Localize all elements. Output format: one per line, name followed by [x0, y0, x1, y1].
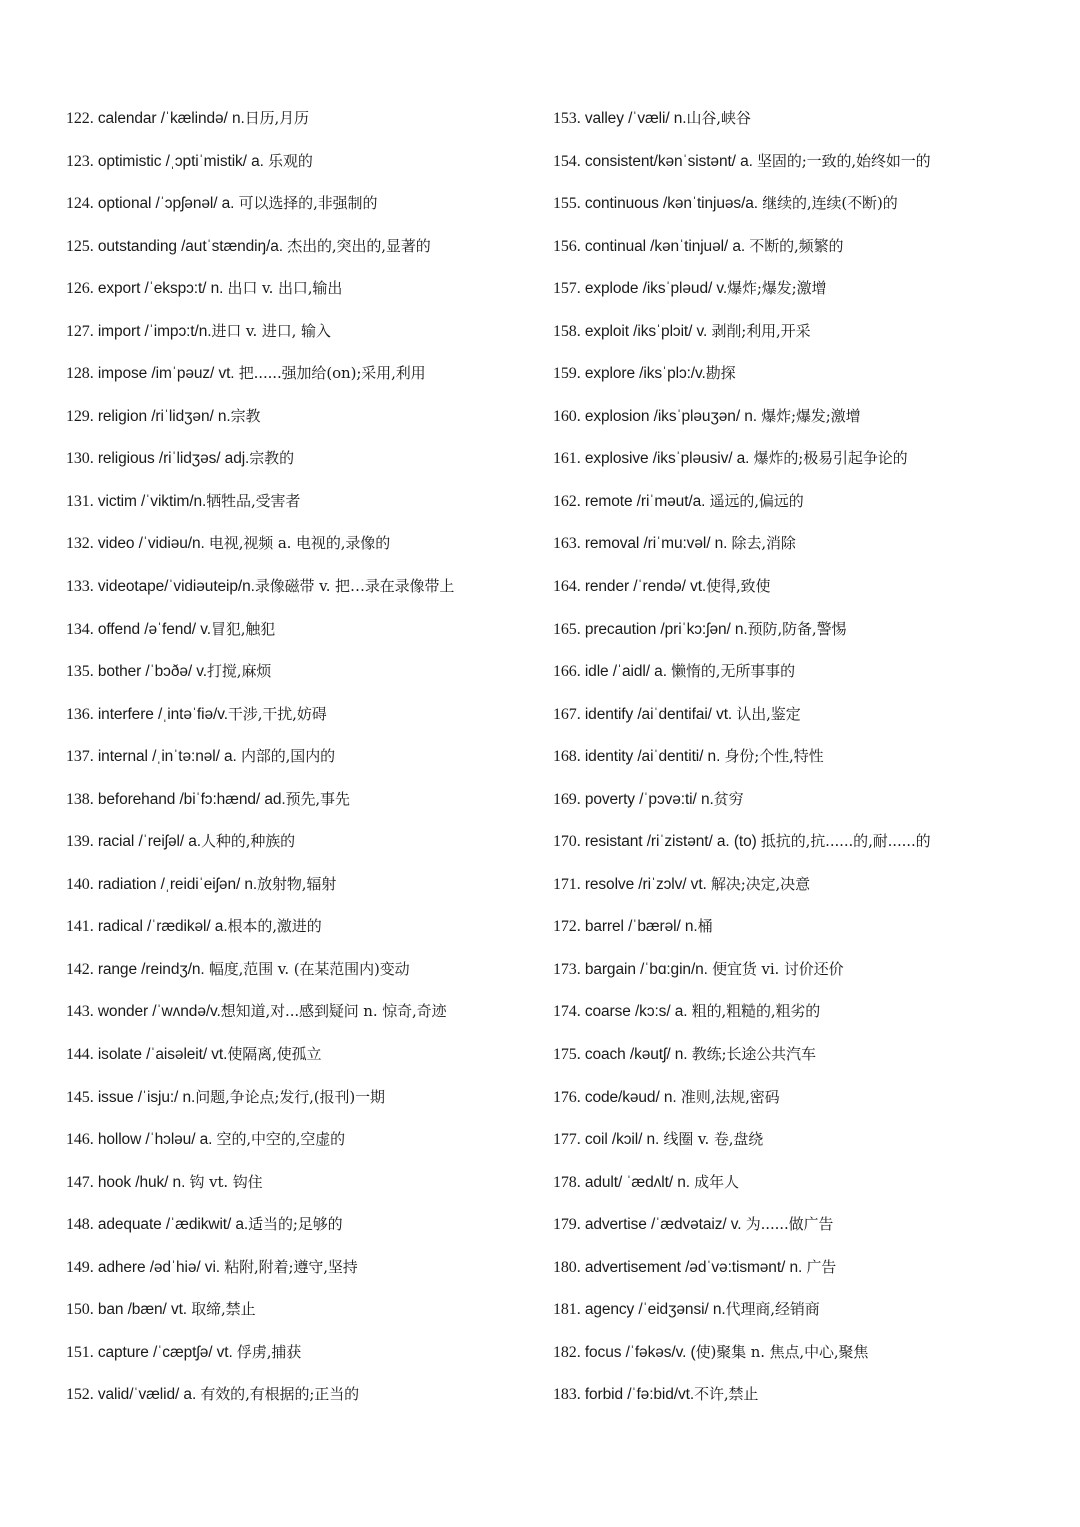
entry-definition: 空的,中空的,空虚的	[216, 1130, 346, 1149]
entry-word: valid/ˈvælid/ a.	[97, 1386, 201, 1404]
entry-number: 164.	[553, 578, 581, 596]
entry-number: 142.	[66, 960, 94, 978]
entry-word: hollow /ˈhɔləu/ a.	[97, 1131, 217, 1149]
vocab-entry	[66, 863, 566, 906]
vocab-entry	[66, 97, 566, 140]
entry-definition: 可以选择的,非强制的	[238, 194, 378, 213]
entry-word: focus /ˈfəkəs/v. (	[584, 1343, 696, 1361]
vocab-entry	[553, 650, 1053, 693]
entry-number: 163.	[553, 535, 581, 553]
entry-definition: 遥远的,偏远的	[709, 491, 804, 510]
entry-number: 134.	[66, 620, 94, 638]
vocab-entry	[553, 948, 1053, 991]
entry-definition: 粗的,粗糙的,粗劣的	[691, 1002, 821, 1021]
vocab-entry	[66, 1076, 566, 1119]
entry-definition: 贫穷	[713, 789, 744, 808]
entry-number: 141.	[66, 918, 94, 936]
entry-number: 145.	[66, 1088, 94, 1106]
entry-word: issue /ˈisju:/ n.	[97, 1088, 196, 1106]
vocab-entry	[66, 778, 566, 821]
entry-number: 136.	[66, 705, 94, 723]
entry-word: barrel /ˈbærəl/ n.	[584, 918, 698, 936]
entry-definition: 宗教的	[249, 449, 294, 468]
entry-number: 169.	[553, 790, 581, 808]
entry-definition: 问题,争论点;发行,(报刊)一期	[195, 1087, 385, 1106]
vocab-entry	[66, 267, 566, 310]
entry-definition: 杰出的,突出的,显著的	[287, 236, 431, 255]
entry-number: 162.	[553, 492, 581, 510]
entry-definition: 教练;长途公共汽车	[691, 1045, 816, 1064]
entry-word: religious /riˈlidʒəs/ adj.	[97, 450, 250, 468]
entry-word: agency /ˈeidʒənsi/ n.	[584, 1301, 726, 1319]
entry-definition: 冒犯,触犯	[210, 619, 276, 638]
entry-number: 181.	[553, 1301, 581, 1319]
entry-number: 124.	[66, 195, 94, 213]
entry-number: 143.	[66, 1003, 94, 1021]
vocab-entry	[553, 1161, 1053, 1204]
entry-number: 139.	[66, 833, 94, 851]
entry-number: 154.	[553, 152, 581, 170]
entry-definition: 预先,事先	[285, 789, 350, 808]
entry-word: capture /ˈcæptʃə/ vt.	[97, 1343, 237, 1361]
vocab-entry	[553, 1203, 1053, 1246]
entry-word: explore /iksˈplɔ:/v.	[584, 365, 706, 383]
vocab-entry	[553, 480, 1053, 523]
entry-definition: 幅度,范围 v. (在某范围内)变动	[208, 959, 410, 978]
entry-definition: 线圈 v. 卷,盘绕	[663, 1130, 764, 1149]
entry-definition: 便宜货 vi. 讨价还价	[712, 959, 844, 978]
entry-definition: 进口 v. 进口, 输入	[211, 321, 331, 340]
vocab-entry	[553, 225, 1053, 268]
entry-number: 132.	[66, 535, 94, 553]
entry-word: outstanding /autˈstændiŋ/a.	[97, 237, 288, 255]
entry-number: 138.	[66, 790, 94, 808]
entry-definition: 牺牲品,受害者	[206, 491, 301, 510]
entry-number: 161.	[553, 450, 581, 468]
entry-number: 122.	[66, 110, 94, 127]
vocab-entry	[553, 140, 1053, 183]
entry-number: 176.	[553, 1088, 581, 1106]
vocab-entry	[66, 650, 566, 693]
entry-definition: 爆炸;爆发;激增	[761, 406, 861, 425]
entry-word: poverty /ˈpɔvə:ti/ n.	[584, 790, 714, 808]
entry-definition: 有效的,有根据的;正当的	[200, 1385, 359, 1404]
entry-number: 175.	[553, 1046, 581, 1064]
vocab-entry	[66, 1118, 566, 1161]
entry-number: 177.	[553, 1131, 581, 1149]
entry-number: 158.	[553, 322, 581, 340]
left-column	[66, 97, 566, 1416]
entry-number: 165.	[553, 620, 581, 638]
vocab-entry	[553, 905, 1053, 948]
entry-word: identify /aiˈdentifai/ vt.	[584, 705, 737, 723]
entry-word: victim /ˈviktim/n.	[97, 492, 207, 510]
entry-definition: 成年人	[694, 1172, 739, 1191]
entry-number: 144.	[66, 1046, 94, 1064]
vocab-entry	[66, 480, 566, 523]
vocab-entry	[66, 1331, 566, 1374]
right-column	[553, 97, 1053, 1416]
vocab-entry	[553, 608, 1053, 651]
entry-word: wonder /ˈwʌndə/v.	[97, 1003, 221, 1021]
entry-definition: 干涉,干扰,妨碍	[227, 704, 327, 723]
entry-word: isolate /ˈaisəleit/ vt.	[97, 1046, 228, 1064]
entry-number: 167.	[553, 705, 581, 723]
entry-number: 150.	[66, 1301, 94, 1319]
entry-word: impose /imˈpəuz/ vt.	[97, 365, 239, 383]
entry-word: internal /ˌinˈtə:nəl/ a.	[97, 748, 241, 766]
vocab-entry	[553, 310, 1053, 353]
entry-number: 155.	[553, 195, 581, 213]
vocab-entry	[66, 395, 566, 438]
vocab-entry	[553, 1373, 1053, 1416]
vocab-entry	[553, 778, 1053, 821]
entry-number: 128.	[66, 365, 94, 383]
entry-definition: 放射物,辐射	[257, 874, 337, 893]
vocab-entry	[66, 437, 566, 480]
entry-number: 173.	[553, 960, 581, 978]
entry-word: bother /ˈbɔðə/ v.	[97, 663, 207, 681]
entry-definition: 俘虏,捕获	[236, 1342, 302, 1361]
vocab-entry	[553, 990, 1053, 1033]
entry-number: 147.	[66, 1173, 94, 1191]
entry-word: adult/ ˈædʌlt/ n.	[584, 1173, 695, 1191]
entry-word: optimistic /ˌɔptiˈmistik/ a.	[97, 152, 269, 170]
entry-word: import /ˈimpɔ:t/n.	[97, 322, 212, 340]
entry-word: removal /riˈmu:vəl/ n.	[584, 535, 732, 553]
vocab-entry	[66, 608, 566, 651]
entry-word: video /ˈvidiəu/n.	[97, 535, 209, 553]
entry-number: 168.	[553, 748, 581, 766]
entry-number: 153.	[553, 110, 581, 127]
entry-definition: 准则,法规,密码	[680, 1087, 780, 1106]
entry-definition: 把......强加给(on);采用,利用	[238, 364, 426, 383]
entry-number: 180.	[553, 1258, 581, 1276]
entry-definition: 日历,月历	[244, 109, 309, 127]
vocab-entry	[66, 310, 566, 353]
vocab-entry	[553, 1288, 1053, 1331]
entry-definition: 爆炸;爆发;激增	[727, 279, 827, 298]
entry-number: 152.	[66, 1386, 94, 1404]
vocab-entry	[553, 1076, 1053, 1119]
entry-word: advertise /ˈædvətaiz/ v.	[584, 1216, 746, 1234]
entry-definition: 身份;个性,特性	[724, 747, 824, 766]
entry-number: 130.	[66, 450, 94, 468]
vocab-entry	[553, 182, 1053, 225]
entry-definition: 适当的;足够的	[248, 1215, 343, 1234]
entry-word: coach /kəutʃ/ n.	[584, 1046, 692, 1064]
entry-number: 179.	[553, 1216, 581, 1234]
vocab-entry	[553, 437, 1053, 480]
entry-definition: 除去,消除	[731, 534, 796, 553]
entry-word: valley /ˈvæli/ n.	[584, 110, 687, 127]
vocab-entry	[553, 1033, 1053, 1076]
entry-word: remote /riˈməut/a.	[584, 492, 710, 510]
entry-number: 172.	[553, 918, 581, 936]
vocab-entry	[66, 735, 566, 778]
entry-word: precaution /priˈkɔ:ʃən/ n.	[584, 620, 748, 638]
vocab-entry	[66, 225, 566, 268]
entry-definition: 取缔,禁止	[191, 1300, 256, 1319]
vocab-entry	[553, 1331, 1053, 1374]
vocab-entry	[66, 905, 566, 948]
entry-definition: 广告	[806, 1257, 837, 1276]
entry-number: 182.	[553, 1343, 581, 1361]
entry-number: 133.	[66, 578, 94, 596]
entry-word: bargain /ˈbɑ:gin/n.	[584, 960, 713, 978]
entry-number: 125.	[66, 237, 94, 255]
entry-word: radiation /ˌreidiˈeiʃən/ n.	[97, 875, 258, 893]
vocab-entry	[66, 1288, 566, 1331]
entry-definition: 不断的,频繁的	[749, 236, 844, 255]
entry-word: religion /riˈlidʒən/ n.	[97, 407, 231, 425]
entry-definition: 山谷,峡谷	[686, 109, 751, 127]
entry-word: hook /huk/ n.	[97, 1173, 190, 1191]
entry-word: render /ˈrendə/ vt.	[584, 578, 707, 596]
entry-definition: 认出,鉴定	[736, 704, 801, 723]
entry-word: identity /aiˈdentiti/ n.	[584, 748, 725, 766]
entry-number: 148.	[66, 1216, 94, 1234]
vocab-entry	[553, 267, 1053, 310]
entry-word: code/kəud/ n.	[584, 1088, 681, 1106]
entry-number: 131.	[66, 492, 94, 510]
entry-definition: 代理商,经销商	[725, 1300, 820, 1319]
entry-definition: 想知道,对...感到疑问 n. 惊奇,奇迹	[220, 1002, 447, 1021]
entry-word: export /ˈekspɔ:t/ n.	[97, 280, 228, 298]
entry-definition: 电视,视频 a. 电视的,录像的	[208, 534, 391, 553]
entry-word: calendar /ˈkælində/ n.	[97, 110, 245, 127]
entry-definition: 人种的,种族的	[201, 832, 296, 851]
vocab-entry	[66, 820, 566, 863]
entry-definition: 预防,防备,警惕	[747, 619, 847, 638]
entry-word: coil /kɔil/ n.	[584, 1131, 664, 1149]
entry-definition: 爆炸的;极易引起争论的	[753, 449, 908, 468]
vocab-entry	[66, 948, 566, 991]
entry-definition: 抵抗的,抗......的,耐......的	[760, 832, 931, 851]
entry-definition: 使隔离,使孤立	[227, 1045, 322, 1064]
entry-definition: 录像磁带 v. 把…录在录像带上	[254, 577, 455, 596]
vocab-entry	[66, 140, 566, 183]
entry-definition: 粘附,附着;遵守,坚持	[224, 1257, 358, 1276]
entry-definition: 宗教	[230, 406, 261, 425]
entry-definition: 坚固的;一致的,始终如一的	[757, 151, 931, 170]
vocab-entry	[66, 693, 566, 736]
vocab-entry	[66, 182, 566, 225]
entry-word: consistent/kənˈsistənt/ a.	[584, 152, 758, 170]
entry-number: 129.	[66, 407, 94, 425]
entry-number: 123.	[66, 152, 94, 170]
entry-word: range /reindʒ/n.	[97, 960, 209, 978]
vocab-entry	[66, 1203, 566, 1246]
entry-number: 157.	[553, 280, 581, 298]
entry-word: adhere /ədˈhiə/ vi.	[97, 1258, 225, 1276]
entry-number: 178.	[553, 1173, 581, 1191]
entry-number: 149.	[66, 1258, 94, 1276]
entry-definition: 使)聚集 n. 焦点,中心,聚焦	[695, 1342, 869, 1361]
entry-word: racial /ˈreiʃəl/ a.	[97, 833, 202, 851]
entry-number: 183.	[553, 1386, 581, 1404]
entry-word: continual /kənˈtinjuəl/ a.	[584, 237, 750, 255]
vocab-entry	[553, 97, 1053, 140]
vocab-entry	[553, 863, 1053, 906]
entry-definition: 剥削;利用,开采	[711, 321, 811, 340]
entry-number: 170.	[553, 833, 581, 851]
entry-number: 166.	[553, 663, 581, 681]
entry-definition: 使得,致使	[706, 577, 771, 596]
vocab-entry	[553, 693, 1053, 736]
entry-word: continuous /kənˈtinjuəs/a.	[584, 195, 763, 213]
entry-definition: 乐观的	[268, 151, 313, 170]
vocab-entry	[66, 352, 566, 395]
vocab-entry	[553, 395, 1053, 438]
entry-word: explode /iksˈpləud/ v.	[584, 280, 728, 298]
vocab-entry	[553, 352, 1053, 395]
entry-number: 159.	[553, 365, 581, 383]
entry-word: offend /əˈfend/ v.	[97, 620, 211, 638]
entry-definition: 不许,禁止	[694, 1385, 759, 1404]
entry-number: 127.	[66, 322, 94, 340]
entry-number: 160.	[553, 407, 581, 425]
entry-number: 146.	[66, 1131, 94, 1149]
entry-word: coarse /kɔ:s/ a.	[584, 1003, 692, 1021]
vocab-entry	[66, 990, 566, 1033]
entry-word: resolve /riˈzɔlv/ vt.	[584, 875, 711, 893]
vocab-entry	[66, 522, 566, 565]
entry-word: videotape/ˈvidiəuteip/n.	[97, 578, 255, 596]
entry-word: exploit /iksˈplɔit/ v.	[584, 322, 712, 340]
vocab-entry	[66, 1373, 566, 1416]
entry-definition: 勘探	[705, 364, 736, 383]
entry-definition: 根本的,激进的	[227, 917, 322, 936]
entry-word: optional /ˈɔpʃənəl/ a.	[97, 195, 239, 213]
entry-word: resistant /riˈzistənt/ a. (to)	[584, 833, 761, 851]
vocab-entry	[553, 522, 1053, 565]
entry-word: adequate /ˈædikwit/ a.	[97, 1216, 249, 1234]
entry-definition: 解决;决定,决意	[710, 874, 810, 893]
entry-definition: 钩 vt. 钩住	[189, 1172, 263, 1191]
entry-word: forbid /ˈfə:bid/vt.	[584, 1386, 695, 1404]
vocab-entry	[66, 1246, 566, 1289]
entry-number: 171.	[553, 875, 581, 893]
entry-number: 156.	[553, 237, 581, 255]
vocab-entry	[553, 820, 1053, 863]
entry-definition: 出口 v. 出口,输出	[227, 279, 343, 298]
vocab-entry	[553, 735, 1053, 778]
vocab-entry	[66, 565, 566, 608]
vocab-entry	[66, 1033, 566, 1076]
entry-number: 137.	[66, 748, 94, 766]
entry-number: 140.	[66, 875, 94, 893]
entry-word: interfere /ˌintəˈfiə/v.	[97, 705, 228, 723]
entry-number: 135.	[66, 663, 94, 681]
entry-word: ban /bæn/ vt.	[97, 1301, 192, 1319]
entry-word: idle /ˈaidl/ a.	[584, 663, 672, 681]
vocab-entry	[553, 1118, 1053, 1161]
vocab-entry	[553, 565, 1053, 608]
vocab-entry	[66, 1161, 566, 1204]
entry-word: advertisement /ədˈvə:tismənt/ n.	[584, 1258, 807, 1276]
entry-word: explosive /iksˈpləusiv/ a.	[584, 450, 754, 468]
entry-definition: 桶	[697, 917, 713, 936]
entry-word: radical /ˈrædikəl/ a.	[97, 918, 228, 936]
entry-number: 126.	[66, 280, 94, 298]
entry-word: beforehand /biˈfɔ:hænd/ ad.	[97, 790, 286, 808]
entry-definition: 内部的,国内的	[240, 747, 336, 766]
entry-definition: 继续的,连续(不断)的	[762, 194, 898, 213]
vocab-entry	[553, 1246, 1053, 1289]
entry-definition: 懒惰的,无所事事的	[671, 662, 795, 681]
entry-definition: 为......做广告	[745, 1215, 834, 1234]
entry-word: explosion /iksˈpləuʒən/ n.	[584, 407, 762, 425]
entry-number: 151.	[66, 1343, 94, 1361]
entry-definition: 打搅,麻烦	[206, 662, 272, 681]
entry-number: 174.	[553, 1003, 581, 1021]
